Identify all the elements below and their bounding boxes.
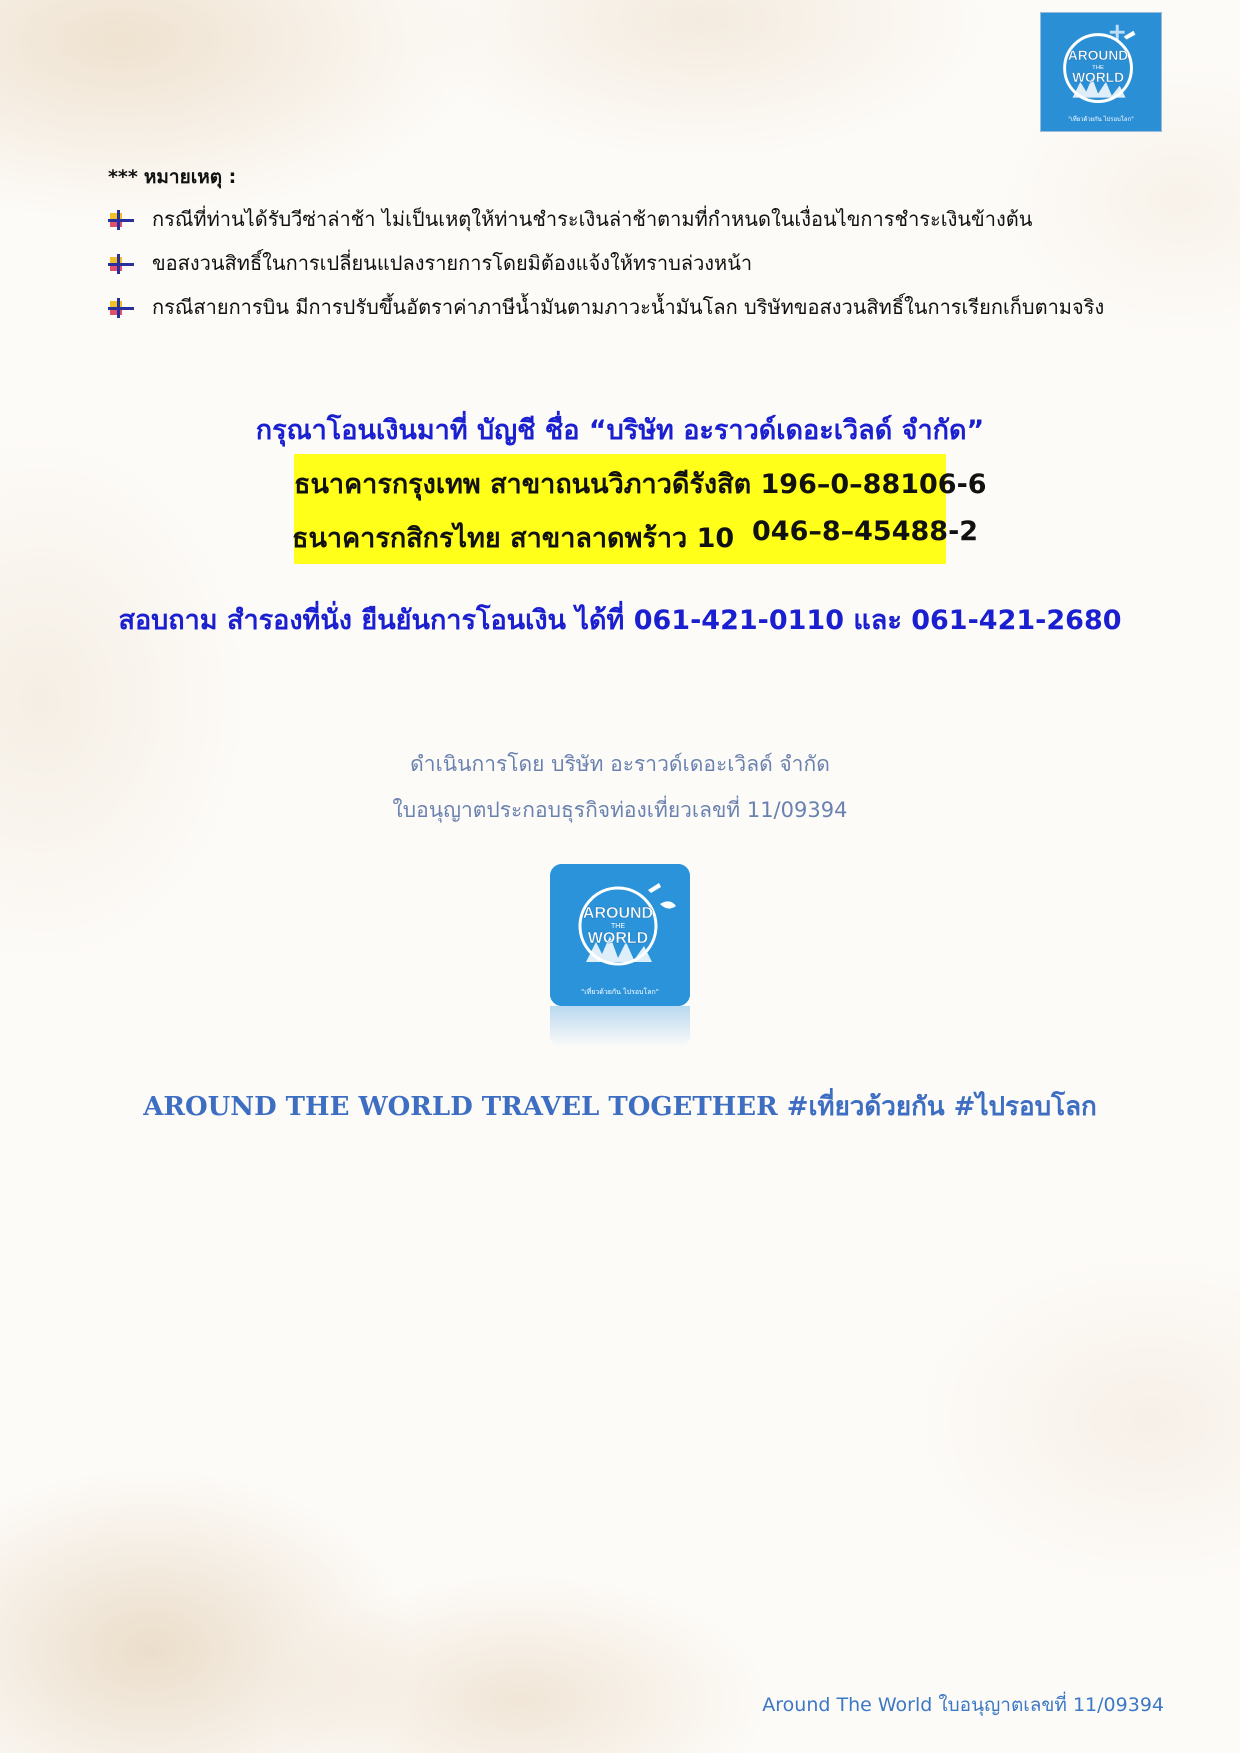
notes-title-text: หมายเหตุ : bbox=[143, 166, 237, 188]
transfer-instruction: กรุณาโอนเงินมาที่ บัญชี ชื่อ “บริษัท อะราวด์เดอะเวิลด์ จำกัด” bbox=[255, 415, 985, 446]
notes-title-stars: *** bbox=[108, 166, 138, 188]
logo-text-line2: THE bbox=[1092, 65, 1104, 72]
company-logo-top bbox=[1040, 12, 1162, 132]
notes-list bbox=[108, 204, 1104, 336]
note-item bbox=[108, 248, 1104, 292]
note-item bbox=[108, 204, 1104, 248]
cross-bullet-icon bbox=[108, 254, 134, 274]
note-item bbox=[108, 292, 1104, 336]
operated-by: ดำเนินการโดย บริษัท อะราวด์เดอะเวิลด์ จำกัด bbox=[410, 752, 830, 776]
notes-title bbox=[108, 162, 236, 192]
around-the-world-logo-icon bbox=[550, 864, 690, 1006]
contact-phones: สอบถาม สำรองที่นั่ง ยืนยันการโอนเงิน ได้ที่ 061-421-0110 และ 061-421-2680 bbox=[118, 605, 1122, 636]
bank-bangkok: ธนาคารกรุงเทพ สาขาถนนวิภาวดีรังสิต 196–0–88106-6 bbox=[294, 469, 987, 500]
cross-bullet-icon bbox=[108, 210, 134, 230]
logo-reflection bbox=[550, 1006, 690, 1048]
bank-kasikorn-name: ธนาคารกสิกรไทย สาขาลาดพร้าว 10 bbox=[292, 523, 735, 554]
note-text: กรณีที่ท่านได้รับวีซ่าล่าช้า ไม่เป็นเหตุให้ท่านชำระเงินล่าช้าตามที่กำหนดในเงื่อนไขการชำระเงินข้างต้น bbox=[152, 207, 1033, 231]
cross-bullet-icon bbox=[108, 298, 134, 318]
slogan: AROUND THE WORLD TRAVEL TOGETHER #เที่ยวด้วยกัน #ไปรอบโลก bbox=[143, 1092, 1097, 1122]
logo-text-line3: WORLD bbox=[1072, 69, 1125, 85]
logo-text-line1: AROUND bbox=[1067, 48, 1129, 64]
around-the-world-logo-icon bbox=[1041, 13, 1161, 131]
bank-kasikorn-account: 046–8–45488-2 bbox=[752, 516, 979, 547]
logo-text-line1: AROUND bbox=[582, 905, 654, 922]
footer-license: Around The World ใบอนุญาตเลขที่ 11/09394 bbox=[762, 1694, 1164, 1716]
logo-tagline: "เที่ยวด้วยกัน ไปรอบโลก" bbox=[1068, 117, 1134, 124]
license-number: ใบอนุญาตประกอบธุรกิจท่องเที่ยวเลขที่ 11/09394 bbox=[392, 798, 848, 822]
logo-tagline: "เที่ยวด้วยกัน ไปรอบโลก" bbox=[581, 988, 659, 996]
logo-text-line3: WORLD bbox=[587, 930, 649, 947]
note-text: กรณีสายการบิน มีการปรับขึ้นอัตราค่าภาษีน้ำมันตามภาวะน้ำมันโลก บริษัทขอสงวนสิทธิ์ในการเรียกเก็บตามจริง bbox=[152, 295, 1105, 319]
note-text: ขอสงวนสิทธิ์ในการเปลี่ยนแปลงรายการโดยมิต้องแจ้งให้ทราบล่วงหน้า bbox=[152, 251, 753, 275]
company-logo-center bbox=[550, 864, 690, 1006]
logo-text-line2: THE bbox=[611, 923, 625, 930]
